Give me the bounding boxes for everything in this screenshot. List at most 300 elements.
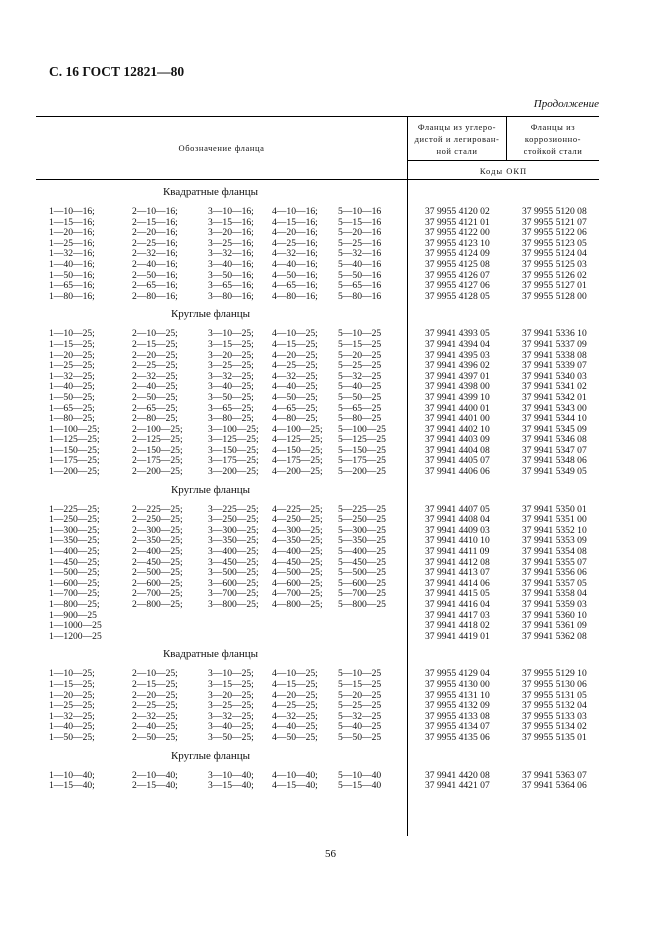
flange-designation: 3—100—25;	[208, 423, 259, 435]
flange-designation: 4—450—25;	[272, 556, 323, 568]
okp-code-stainless-steel: 37 9941 5342 01	[522, 391, 587, 403]
flange-designation: 5—65—25	[338, 402, 382, 414]
table-row	[36, 467, 599, 478]
flange-designation: 5—400—25	[338, 546, 386, 558]
flange-designation: 3—10—40;	[208, 769, 254, 781]
flange-designation: 4—10—25;	[272, 328, 318, 340]
flange-designation: 4—65—16;	[272, 280, 318, 292]
okp-code-stainless-steel: 37 9941 5344 10	[522, 413, 587, 425]
okp-code-stainless-steel: 37 9955 5127 01	[522, 280, 587, 292]
flange-designation: 5—80—25	[338, 413, 382, 425]
okp-code-carbon-steel: 37 9941 4411 09	[425, 546, 490, 558]
okp-code-carbon-steel: 37 9955 4127 06	[425, 280, 490, 292]
flange-designation: 1—10—25;	[49, 328, 95, 340]
flange-designation: 1—25—25;	[49, 700, 95, 712]
flange-designation: 4—15—25;	[272, 338, 318, 350]
flange-designation: 4—20—25;	[272, 689, 318, 701]
okp-code-stainless-steel: 37 9941 5345 09	[522, 423, 587, 435]
table-row	[36, 260, 599, 271]
okp-code-carbon-steel: 37 9941 4420 08	[425, 769, 490, 781]
okp-code-carbon-steel: 37 9941 4401 00	[425, 413, 490, 425]
flange-designation: 3—300—25;	[208, 524, 259, 536]
flange-designation: 4—25—25;	[272, 700, 318, 712]
flange-designation: 4—80—25;	[272, 413, 318, 425]
section-title	[36, 746, 407, 766]
flange-designation: 5—65—16	[338, 280, 382, 292]
flange-designation: 4—800—25;	[272, 599, 323, 610]
flange-designation: 2—15—25;	[132, 678, 178, 690]
flange-designation: 2—15—40;	[132, 780, 178, 792]
flange-designation: 5—700—25	[338, 588, 386, 600]
flange-designation: 4—80—16;	[272, 290, 318, 302]
flange-designation: 4—20—16;	[272, 227, 318, 239]
flange-designation: 5—225—25	[338, 503, 386, 515]
flange-designation: 1—32—25;	[49, 710, 95, 722]
flange-designation: 4—10—16;	[272, 206, 318, 217]
flange-designation: 3—500—25;	[208, 567, 259, 579]
flange-designation: 5—800—25	[338, 599, 386, 610]
okp-code-carbon-steel: 37 9955 4129 04	[425, 668, 490, 680]
section-title-text: Круглые фланцы	[170, 483, 251, 496]
section-title	[36, 644, 407, 664]
table-row	[36, 632, 599, 643]
flange-designation: 3—20—25;	[208, 689, 254, 701]
flange-designation: 3—450—25;	[208, 556, 259, 568]
flange-designation: 1—10—40;	[49, 769, 95, 781]
okp-code-stainless-steel: 37 9941 5341 02	[522, 381, 587, 393]
flange-designation: 2—10—40;	[132, 769, 178, 781]
okp-code-carbon-steel: 37 9941 4402 10	[425, 423, 490, 435]
flange-designation: 3—32—25;	[208, 370, 254, 382]
flange-designation: 5—10—40	[338, 769, 382, 781]
okp-code-carbon-steel: 37 9941 4403 09	[425, 434, 490, 446]
flange-designation: 3—15—25;	[208, 678, 254, 690]
flange-designation: 2—20—25;	[132, 689, 178, 701]
carbon-steel-header: Фланцы из углеро- дистой и легирован- ной стали	[408, 117, 507, 160]
okp-code-carbon-steel: 37 9955 4124 09	[425, 248, 490, 260]
flange-designation: 2—300—25;	[132, 524, 183, 536]
flange-designation: 1—40—25;	[49, 381, 95, 393]
flange-designation: 2—40—25;	[132, 721, 178, 733]
okp-code-stainless-steel: 37 9941 5362 08	[522, 630, 587, 642]
flange-designation: 5—300—25	[338, 524, 386, 536]
okp-code-carbon-steel: 37 9941 4404 08	[425, 444, 490, 456]
flange-designation: 3—225—25;	[208, 503, 259, 515]
okp-code-stainless-steel: 37 9955 5134 02	[522, 721, 587, 733]
okp-code-stainless-steel: 37 9941 5357 05	[522, 577, 587, 589]
flange-designation: 3—50—25;	[208, 391, 254, 403]
okp-code-stainless-steel: 37 9941 5360 10	[522, 609, 587, 621]
flange-designation: 4—700—25;	[272, 588, 323, 600]
flange-designation: 3—50—25;	[208, 731, 254, 743]
flange-designation: 3—25—25;	[208, 360, 254, 372]
flange-designation: 5—40—25	[338, 721, 382, 733]
okp-code-stainless-steel: 37 9941 5359 03	[522, 599, 587, 610]
okp-code-stainless-steel: 37 9941 5349 05	[522, 466, 587, 478]
flange-designation: 2—15—25;	[132, 338, 178, 350]
flange-designation: 4—175—25;	[272, 455, 323, 467]
flange-designation: 2—32—25;	[132, 370, 178, 382]
flange-designation: 3—15—25;	[208, 338, 254, 350]
flange-designation: 2—700—25;	[132, 588, 183, 600]
flange-designation: 2—600—25;	[132, 577, 183, 589]
okp-code-carbon-steel: 37 9941 4407 05	[425, 503, 490, 515]
flange-designation: 3—10—25;	[208, 328, 254, 340]
okp-code-stainless-steel: 37 9941 5356 06	[522, 567, 587, 579]
flange-designation: 1—10—25;	[49, 668, 95, 680]
table-row	[36, 600, 599, 611]
flange-designation: 1—80—16;	[49, 290, 95, 302]
flange-designation: 1—250—25;	[49, 514, 100, 526]
okp-code-carbon-steel: 37 9955 4125 08	[425, 258, 490, 270]
table-row	[36, 292, 599, 303]
flange-designation: 2—40—25;	[132, 381, 178, 393]
okp-code-carbon-steel: 37 9955 4134 07	[425, 721, 490, 733]
okp-code-carbon-steel: 37 9941 4399 10	[425, 391, 490, 403]
flange-designation: 4—50—25;	[272, 391, 318, 403]
flange-designation: 3—10—25;	[208, 668, 254, 680]
section-title	[36, 182, 407, 202]
flange-designation: 3—32—16;	[208, 248, 254, 260]
flange-designation: 1—800—25;	[49, 599, 100, 610]
flange-designation: 4—10—25;	[272, 668, 318, 680]
flange-designation: 4—150—25;	[272, 444, 323, 456]
flange-designation: 3—65—16;	[208, 280, 254, 292]
flange-designation: 5—32—25	[338, 370, 382, 382]
flange-designation: 4—100—25;	[272, 423, 323, 435]
okp-code-stainless-steel: 37 9941 5340 03	[522, 370, 587, 382]
flange-designation: 3—32—25;	[208, 710, 254, 722]
flange-designation: 1—100—25;	[49, 423, 100, 435]
flange-designation: 1—65—25;	[49, 402, 95, 414]
section-title	[36, 304, 407, 324]
okp-code-stainless-steel: 37 9941 5353 09	[522, 535, 587, 547]
flange-designation: 4—15—40;	[272, 780, 318, 792]
okp-code-carbon-steel: 37 9941 4410 10	[425, 535, 490, 547]
okp-code-carbon-steel: 37 9941 4394 04	[425, 338, 490, 350]
flange-designation: 1—350—25;	[49, 535, 100, 547]
flange-designation: 2—65—16;	[132, 280, 178, 292]
designation-header: Обозначение фланца	[36, 117, 408, 179]
flange-designation: 3—25—16;	[208, 237, 254, 249]
okp-code-carbon-steel: 37 9941 4421 07	[425, 780, 490, 792]
flange-designation: 1—15—25;	[49, 338, 95, 350]
flange-designation: 1—150—25;	[49, 444, 100, 456]
okp-code-stainless-steel: 37 9941 5354 08	[522, 546, 587, 558]
section-title-text: Квадратные фланцы	[162, 186, 259, 198]
flange-designation: 3—800—25;	[208, 599, 259, 610]
flange-designation: 2—40—16;	[132, 258, 178, 270]
flange-designation: 3—350—25;	[208, 535, 259, 547]
flange-designation: 5—175—25	[338, 455, 386, 467]
flange-designation: 4—50—16;	[272, 269, 318, 281]
flange-designation: 3—200—25;	[208, 466, 259, 478]
okp-code-stainless-steel: 37 9955 5132 04	[522, 700, 587, 712]
okp-code-carbon-steel: 37 9941 4395 03	[425, 349, 490, 361]
flange-designation: 1—400—25;	[49, 546, 100, 558]
table-row	[36, 340, 599, 351]
okp-code-carbon-steel: 37 9955 4135 06	[425, 731, 490, 743]
flange-designation: 5—20—16	[338, 227, 382, 239]
flange-designation: 2—350—25;	[132, 535, 183, 547]
flange-designation: 2—800—25;	[132, 599, 183, 610]
flange-designation: 3—20—25;	[208, 349, 254, 361]
flange-designation: 3—40—16;	[208, 258, 254, 270]
flange-designation: 3—175—25;	[208, 455, 259, 467]
flange-designation: 1—50—25;	[49, 731, 95, 743]
okp-code-carbon-steel: 37 9955 4128 05	[425, 290, 490, 302]
okp-code-carbon-steel: 37 9955 4133 08	[425, 710, 490, 722]
page-number: 56	[325, 848, 336, 860]
flange-designation: 5—15—25	[338, 338, 382, 350]
table-row	[36, 733, 599, 744]
flange-designation: 4—50—25;	[272, 731, 318, 743]
okp-code-carbon-steel: 37 9941 4409 03	[425, 524, 490, 536]
flange-designation: 1—65—16;	[49, 280, 95, 292]
flange-designation: 4—32—25;	[272, 370, 318, 382]
okp-code-carbon-steel: 37 9955 4121 01	[425, 216, 490, 228]
okp-code-stainless-steel: 37 9955 5122 06	[522, 227, 587, 239]
okp-code-stainless-steel: 37 9941 5347 07	[522, 444, 587, 456]
flange-designation: 2—450—25;	[132, 556, 183, 568]
flange-designation: 2—100—25;	[132, 423, 183, 435]
okp-code-stainless-steel: 37 9955 5125 03	[522, 258, 587, 270]
flange-designation: 4—25—16;	[272, 237, 318, 249]
flange-designation: 5—50—25	[338, 731, 382, 743]
okp-code-stainless-steel: 37 9941 5350 01	[522, 503, 587, 515]
flange-designation: 2—25—25;	[132, 360, 178, 372]
flange-designation: 5—500—25	[338, 567, 386, 579]
flange-designation: 5—10—16	[338, 206, 382, 217]
flange-designation: 3—15—16;	[208, 216, 254, 228]
flange-designation: 5—150—25	[338, 444, 386, 456]
okp-code-stainless-steel: 37 9955 5135 01	[522, 731, 587, 743]
flange-designation: 2—10—25;	[132, 328, 178, 340]
flange-designation: 1—25—16;	[49, 237, 95, 249]
flange-designation: 3—80—16;	[208, 290, 254, 302]
flange-designation: 2—20—25;	[132, 349, 178, 361]
flange-designation: 1—20—16;	[49, 227, 95, 239]
okp-code-stainless-steel: 37 9941 5343 00	[522, 402, 587, 414]
flange-designation: 3—250—25;	[208, 514, 259, 526]
flange-designation: 4—125—25;	[272, 434, 323, 446]
flange-designation: 4—250—25;	[272, 514, 323, 526]
section-title-text: Круглые фланцы	[170, 308, 251, 321]
okp-code-stainless-steel: 37 9941 5358 04	[522, 588, 587, 600]
flange-designation: 5—450—25	[338, 556, 386, 568]
okp-code-stainless-steel: 37 9955 5133 03	[522, 710, 587, 722]
okp-code-stainless-steel: 37 9955 5128 00	[522, 290, 587, 302]
flange-designation: 5—25—16	[338, 237, 382, 249]
table-header	[36, 116, 599, 180]
table-row	[36, 207, 599, 218]
flange-designation: 4—15—25;	[272, 678, 318, 690]
stainless-steel-header: Фланцы из коррозионно- стойкой стали	[523, 121, 583, 156]
flange-designation: 5—20—25	[338, 349, 382, 361]
flange-designation: 1—50—16;	[49, 269, 95, 281]
flange-designation: 5—50—16	[338, 269, 382, 281]
okp-code-stainless-steel: 37 9941 5338 08	[522, 349, 587, 361]
flange-designation: 3—50—16;	[208, 269, 254, 281]
okp-code-carbon-steel: 37 9955 4120 02	[425, 206, 490, 217]
flange-designation: 4—500—25;	[272, 567, 323, 579]
flange-designation: 2—50—25;	[132, 391, 178, 403]
flange-designation: 2—20—16;	[132, 227, 178, 239]
okp-code-stainless-steel: 37 9941 5351 00	[522, 514, 587, 526]
flange-designation: 4—40—25;	[272, 381, 318, 393]
flange-designation: 2—32—16;	[132, 248, 178, 260]
okp-code-carbon-steel: 37 9941 4408 04	[425, 514, 490, 526]
flange-designation: 2—250—25;	[132, 514, 183, 526]
flange-designation: 5—15—25	[338, 678, 382, 690]
page-header: С. 16 ГОСТ 12821—80	[49, 64, 185, 79]
flange-designation: 1—500—25;	[49, 567, 100, 579]
flange-designation: 1—25—25;	[49, 360, 95, 372]
flange-designation: 4—32—25;	[272, 710, 318, 722]
flange-designation: 5—50—25	[338, 391, 382, 403]
flange-designation: 2—150—25;	[132, 444, 183, 456]
okp-code-stainless-steel: 37 9955 5130 06	[522, 678, 587, 690]
table-row	[36, 393, 599, 404]
table-body	[36, 182, 599, 792]
flange-designation: 5—125—25	[338, 434, 386, 446]
flange-designation: 4—32—16;	[272, 248, 318, 260]
flange-designation: 2—80—16;	[132, 290, 178, 302]
flange-designation: 4—300—25;	[272, 524, 323, 536]
okp-code-carbon-steel: 37 9955 4122 00	[425, 227, 490, 239]
flange-designation: 5—10—25	[338, 328, 382, 340]
flange-designation: 3—400—25;	[208, 546, 259, 558]
flange-designation: 3—40—25;	[208, 721, 254, 733]
okp-code-stainless-steel: 37 9941 5346 08	[522, 434, 587, 446]
flange-designation: 4—350—25;	[272, 535, 323, 547]
flange-designation: 1—900—25	[49, 609, 97, 621]
okp-codes-header: Коды ОКП	[408, 160, 599, 180]
flange-designation: 5—15—40	[338, 780, 382, 792]
flange-designation: 5—250—25	[338, 514, 386, 526]
table-row	[36, 781, 599, 792]
flange-designation: 1—32—25;	[49, 370, 95, 382]
flange-designation: 2—15—16;	[132, 216, 178, 228]
okp-code-stainless-steel: 37 9941 5352 10	[522, 524, 587, 536]
section-title	[36, 480, 407, 500]
okp-code-stainless-steel: 37 9941 5361 09	[522, 620, 587, 632]
flange-designation: 4—40—16;	[272, 258, 318, 270]
okp-code-carbon-steel: 37 9941 4393 05	[425, 328, 490, 340]
flange-designation: 2—10—25;	[132, 668, 178, 680]
okp-code-carbon-steel: 37 9941 4400 01	[425, 402, 490, 414]
okp-code-stainless-steel: 37 9955 5131 05	[522, 689, 587, 701]
flange-designation: 5—600—25	[338, 577, 386, 589]
flange-designation: 5—200—25	[338, 466, 386, 478]
okp-code-carbon-steel: 37 9941 4405 07	[425, 455, 490, 467]
flange-designation: 1—80—25;	[49, 413, 95, 425]
flange-designation: 4—10—40;	[272, 769, 318, 781]
flange-designation: 1—15—16;	[49, 216, 95, 228]
flange-designation: 1—32—16;	[49, 248, 95, 260]
flange-designation: 1—40—16;	[49, 258, 95, 270]
flange-designation: 4—225—25;	[272, 503, 323, 515]
okp-code-carbon-steel: 37 9941 4406 06	[425, 466, 490, 478]
flange-designation: 2—225—25;	[132, 503, 183, 515]
okp-code-carbon-steel: 37 9941 4412 08	[425, 556, 490, 568]
flange-designation: 3—10—16;	[208, 206, 254, 217]
flange-designation: 4—15—16;	[272, 216, 318, 228]
okp-code-carbon-steel: 37 9955 4123 10	[425, 237, 490, 249]
okp-code-stainless-steel: 37 9955 5129 10	[522, 668, 587, 680]
okp-code-stainless-steel: 37 9941 5363 07	[522, 769, 587, 781]
flange-designation: 3—600—25;	[208, 577, 259, 589]
flange-designation: 5—25—25	[338, 360, 382, 372]
flange-designation: 3—25—25;	[208, 700, 254, 712]
table-row	[36, 611, 599, 622]
flange-designation: 5—100—25	[338, 423, 386, 435]
flange-designation: 5—25—25	[338, 700, 382, 712]
flange-designation: 1—300—25;	[49, 524, 100, 536]
flange-designation: 3—80—25;	[208, 413, 254, 425]
flange-designation: 2—25—16;	[132, 237, 178, 249]
flange-designation: 2—500—25;	[132, 567, 183, 579]
flange-designation: 1—20—25;	[49, 349, 95, 361]
flange-designation: 4—400—25;	[272, 546, 323, 558]
okp-code-carbon-steel: 37 9941 4418 02	[425, 620, 490, 632]
flange-designation: 1—50—25;	[49, 391, 95, 403]
flange-designation: 5—32—25	[338, 710, 382, 722]
okp-code-carbon-steel: 37 9941 4398 00	[425, 381, 490, 393]
flange-codes-table	[36, 116, 599, 792]
section-title-text: Круглые фланцы	[170, 749, 251, 762]
flange-designation: 1—175—25;	[49, 455, 100, 467]
flange-designation: 4—65—25;	[272, 402, 318, 414]
flange-designation: 1—125—25;	[49, 434, 100, 446]
okp-code-carbon-steel: 37 9941 4415 05	[425, 588, 490, 600]
flange-designation: 1—200—25;	[49, 466, 100, 478]
flange-designation: 1—1200—25	[49, 630, 102, 642]
okp-code-stainless-steel: 37 9941 5348 06	[522, 455, 587, 467]
okp-code-carbon-steel: 37 9941 4419 01	[425, 630, 490, 642]
flange-designation: 2—65—25;	[132, 402, 178, 414]
okp-code-stainless-steel: 37 9955 5121 07	[522, 216, 587, 228]
flange-designation: 1—450—25;	[49, 556, 100, 568]
flange-designation: 3—20—16;	[208, 227, 254, 239]
flange-designation: 5—40—16	[338, 258, 382, 270]
okp-code-carbon-steel: 37 9941 4413 07	[425, 567, 490, 579]
okp-code-carbon-steel: 37 9955 4130 00	[425, 678, 490, 690]
okp-code-stainless-steel: 37 9955 5124 04	[522, 248, 587, 260]
flange-designation: 3—15—40;	[208, 780, 254, 792]
okp-code-carbon-steel: 37 9955 4131 10	[425, 689, 490, 701]
okp-code-carbon-steel: 37 9941 4396 02	[425, 360, 490, 372]
okp-code-stainless-steel: 37 9941 5336 10	[522, 328, 587, 340]
flange-designation: 2—10—16;	[132, 206, 178, 217]
flange-designation: 2—25—25;	[132, 700, 178, 712]
flange-designation: 5—10—25	[338, 668, 382, 680]
flange-designation: 5—20—25	[338, 689, 382, 701]
flange-designation: 2—200—25;	[132, 466, 183, 478]
okp-code-carbon-steel: 37 9941 4416 04	[425, 599, 490, 610]
flange-designation: 2—175—25;	[132, 455, 183, 467]
flange-designation: 1—10—16;	[49, 206, 95, 217]
table-row	[36, 621, 599, 632]
section-title-text: Квадратные фланцы	[162, 648, 259, 661]
flange-designation: 3—40—25;	[208, 381, 254, 393]
flange-designation: 1—1000—25	[49, 620, 102, 632]
flange-designation: 4—40—25;	[272, 721, 318, 733]
flange-designation: 2—50—25;	[132, 731, 178, 743]
flange-designation: 1—600—25;	[49, 577, 100, 589]
flange-designation: 4—25—25;	[272, 360, 318, 372]
flange-designation: 4—20—25;	[272, 349, 318, 361]
